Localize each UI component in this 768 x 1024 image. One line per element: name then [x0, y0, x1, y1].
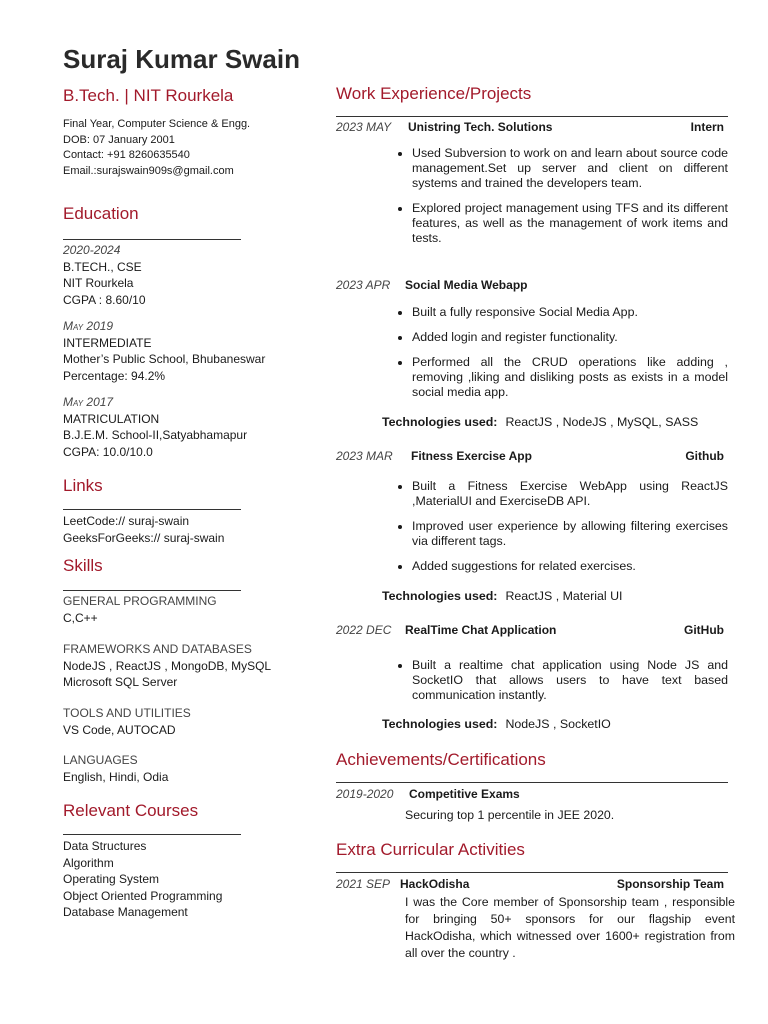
courses-heading: Relevant Courses	[63, 801, 199, 820]
bullet-item: • Used Subversion to work on and learn about source code management.Set up server and client on different systems and trained the developers team.	[412, 146, 728, 191]
work-entry-social-media	[336, 278, 724, 296]
tech-list: ReactJS , Material UI	[505, 589, 623, 603]
achievements-heading: Achievements/Certifications	[336, 750, 546, 769]
skill-group	[63, 752, 168, 785]
entry-title: Fitness Exercise App	[411, 449, 532, 463]
skill-group-title: FRAMEWORKS AND DATABASES	[63, 642, 252, 656]
extra-rule	[336, 872, 728, 873]
leetcode-link[interactable]: LeetCode:// suraj-swain	[63, 514, 190, 528]
fitness-tech	[382, 589, 623, 603]
tech-label: Technologies used:	[382, 415, 498, 429]
links-rule	[63, 509, 241, 510]
entry-title: HackOdisha	[400, 877, 470, 891]
education-score: CGPA: 10.0/10.0	[63, 444, 153, 459]
personal-info	[63, 117, 250, 179]
info-contact: Contact: +91 8260635540	[63, 149, 190, 161]
entry-role: Intern	[690, 120, 724, 134]
education-score: Percentage: 94.2%	[63, 368, 166, 383]
work-rule	[336, 116, 728, 117]
bullet-item: • Performed all the CRUD operations like adding , removing ,liking and disliking posts as exists in a model social media app.	[412, 355, 728, 400]
work-entry-unistring	[336, 120, 724, 138]
tech-label: Technologies used:	[382, 589, 498, 603]
education-degree: B.TECH., CSE	[63, 259, 142, 274]
social-media-bullets	[395, 305, 728, 410]
links-list	[63, 513, 224, 546]
skills-rule	[63, 590, 241, 591]
skill-group	[63, 705, 191, 738]
education-school: B.J.E.M. School-II,Satyabhamapur	[63, 428, 248, 442]
bullet-item: • Built a realtime chat application using Node JS and SocketIO that allows users to have text based communication instantly.	[412, 658, 728, 703]
skills-heading: Skills	[63, 556, 103, 575]
chat-bullets	[395, 658, 728, 713]
education-school: Mother’s Public School, Bhubaneswar	[63, 352, 266, 366]
candidate-name: Suraj Kumar Swain	[63, 44, 300, 74]
education-rule	[63, 239, 241, 240]
unistring-bullets	[395, 146, 728, 256]
achievements-rule	[336, 782, 728, 783]
skill-group-title: TOOLS AND UTILITIES	[63, 706, 191, 720]
entry-date: 2023 MAY	[336, 120, 392, 134]
courses-rule	[63, 834, 241, 835]
tech-label: Technologies used:	[382, 717, 498, 731]
course-item: Operating System	[63, 872, 160, 886]
education-entry	[63, 318, 265, 384]
links-heading: Links	[63, 476, 103, 495]
entry-date: 2022 DEC	[336, 623, 392, 637]
entry-role: Sponsorship Team	[616, 877, 724, 891]
extra-text: I was the Core member of Sponsorship team , responsible for bringing 50+ sponsors for our flagship event HackOdisha, which witnessed over 1600+ registration from all over the country .	[405, 895, 735, 960]
courses-list	[63, 838, 222, 921]
bullet-item: • Improved user experience by allowing filtering exercises via different tags.	[412, 519, 728, 549]
entry-title: Social Media Webapp	[405, 278, 528, 292]
social-media-tech	[382, 415, 698, 429]
work-entry-chat	[336, 623, 724, 641]
skill-group	[63, 641, 271, 691]
entry-date: 2019-2020	[336, 787, 394, 801]
entry-date: 2023 APR	[336, 278, 391, 292]
skill-line: C,C++	[63, 610, 98, 625]
work-heading: Work Experience/Projects	[336, 84, 532, 103]
entry-date: 2023 MAR	[336, 449, 393, 463]
entry-title: Unistring Tech. Solutions	[408, 120, 553, 134]
education-school: NIT Rourkela	[63, 276, 134, 290]
skill-line: Microsoft SQL Server	[63, 675, 178, 689]
entry-date: 2021 SEP	[336, 877, 391, 891]
work-entry-fitness	[336, 449, 724, 467]
achievement-entry	[336, 787, 724, 805]
info-year: Final Year, Computer Science & Engg.	[63, 118, 251, 130]
skill-group-title: GENERAL PROGRAMMING	[63, 594, 217, 608]
degree-institute: B.Tech. | NIT Rourkela	[63, 86, 234, 105]
education-entry	[63, 394, 247, 460]
bullet-item: • Built a fully responsive Social Media App.	[412, 305, 728, 320]
bullet-item: • Explored project management using TFS and its different features, as well as the management of work items and tests.	[412, 201, 728, 246]
skill-line: NodeJS , ReactJS , MongoDB, MySQL	[63, 658, 272, 673]
course-item: Algorithm	[63, 855, 114, 870]
course-item: Object Oriented Programming	[63, 888, 223, 903]
education-degree: MATRICULATION	[63, 411, 160, 426]
entry-title: Competitive Exams	[409, 787, 520, 801]
skill-group-title: LANGUAGES	[63, 753, 138, 767]
info-email: Email.:surajswain909s@gmail.com	[63, 164, 234, 177]
education-entry	[63, 242, 146, 308]
education-date: May 2017	[63, 395, 114, 409]
education-score: CGPA : 8.60/10	[63, 292, 146, 307]
github-link[interactable]: GitHub	[684, 623, 724, 637]
extra-entry	[336, 877, 724, 895]
github-link[interactable]: Github	[685, 449, 724, 463]
tech-list: NodeJS , SocketIO	[505, 717, 611, 731]
chat-tech	[382, 717, 611, 731]
education-degree: INTERMEDIATE	[63, 335, 152, 350]
info-dob: DOB: 07 January 2001	[63, 133, 175, 146]
bullet-item: • Added login and register functionality.	[412, 330, 728, 345]
bullet-item: • Built a Fitness Exercise WebApp using ReactJS ,MaterialUI and ExerciseDB API.	[412, 479, 728, 509]
entry-title: RealTime Chat Application	[405, 623, 557, 637]
education-date: May 2019	[63, 319, 114, 333]
fitness-bullets	[395, 479, 728, 584]
skill-line: VS Code, AUTOCAD	[63, 722, 176, 737]
tech-list: ReactJS , NodeJS , MySQL, SASS	[505, 415, 699, 429]
skill-line: English, Hindi, Odia	[63, 769, 169, 784]
course-item: Database Management	[63, 905, 188, 919]
achievement-text: Securing top 1 percentile in JEE 2020.	[405, 808, 615, 822]
course-item: Data Structures	[63, 839, 147, 853]
bullet-item: • Added suggestions for related exercises.	[412, 559, 728, 574]
geeksforgeeks-link[interactable]: GeeksForGeeks:// suraj-swain	[63, 530, 225, 545]
education-heading: Education	[63, 204, 139, 223]
education-date: 2020-2024	[63, 243, 121, 257]
skill-group	[63, 593, 217, 626]
extra-heading: Extra Curricular Activities	[336, 840, 525, 859]
